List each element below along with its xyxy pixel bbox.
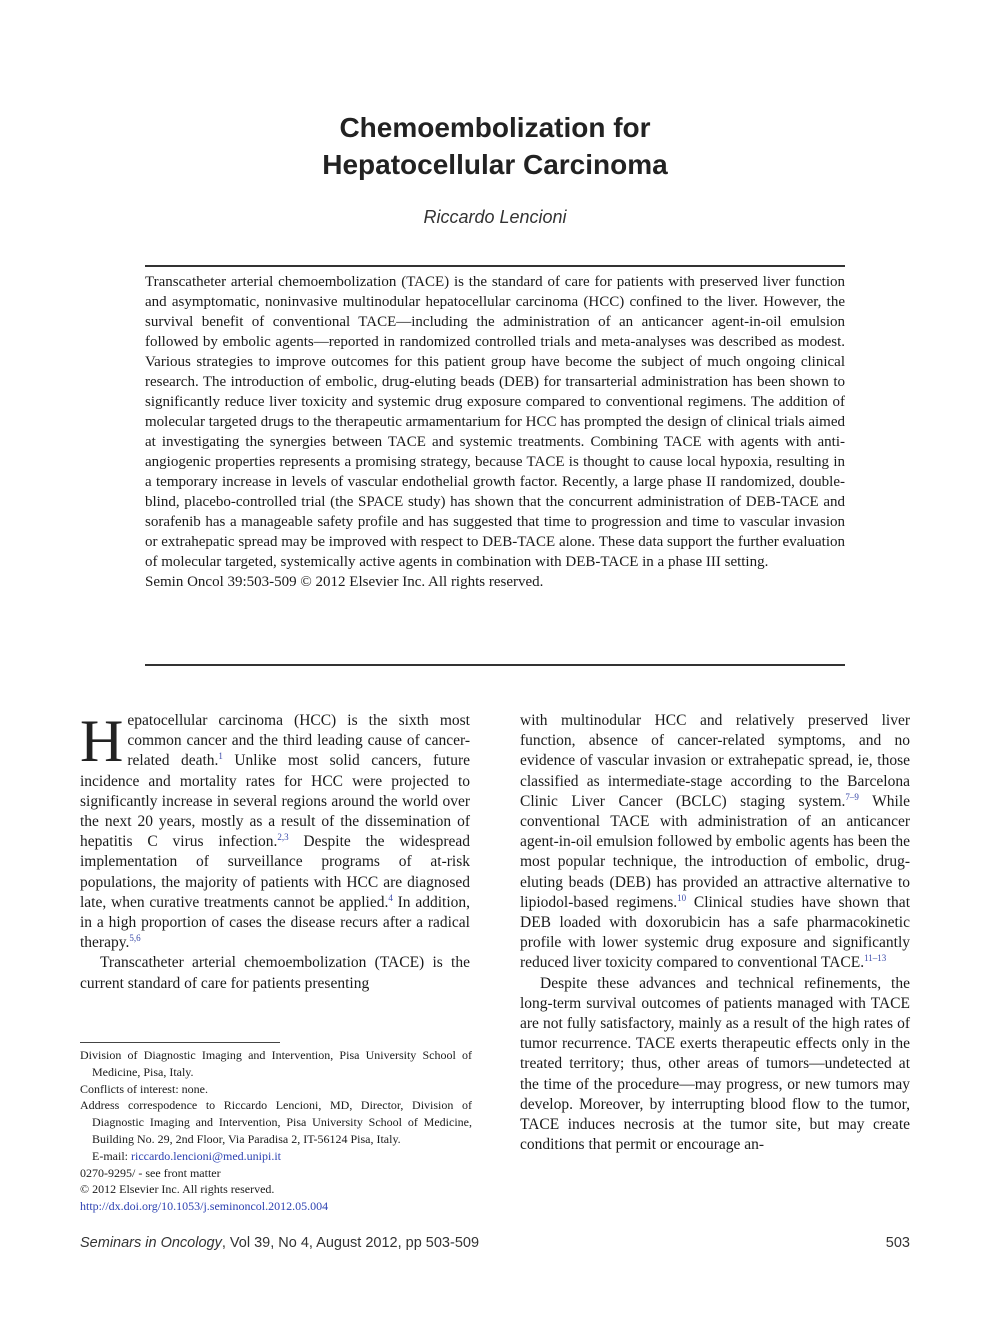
citation-link[interactable]: 2,3 [277,832,289,843]
doi-link[interactable]: http://dx.doi.org/10.1053/j.seminoncol.2012.05.004 [80,1199,329,1214]
text-run: Unlike most solid cancers, future incidence and mortality rates for HCC were projected to significantly increase in several regions around the world over the next 20 years, mostly as a result of the dissemination of hepatitis C virus infection. [80,752,470,851]
footnote-rule [80,1042,280,1043]
text-run: Clinical studies have shown that DEB loaded with doxorubicin has a safe pharmacokinetic profile with lower systemic drug exposure and significantly reduced liver toxicity compared to conventional TACE. [520,893,910,972]
abstract [145,272,845,592]
intro-paragraph [80,708,471,953]
text-run: with multinodular HCC and relatively preserved liver function, absence of cancer-related symptoms, and no evidence of vascular invasion or extrahepatic spread, ie, those classified as intermediate-stage according to the Barcelona Clinic Liver Cancer (BCLC) staging system. [520,712,910,810]
abstract-text: Transcatheter arterial chemoembolization (TACE) is the standard of care for patients with preserved liver function and asymptomatic, noninvasive multinodular hepatocellular carcinoma (HCC) confined to the liver. However, the survival benefit of conventional TACE—including the administration of an anticancer agent-in-oil emulsion followed by embolic agents—reported in randomized controlled trials and meta-analyses was described as modest. Various strategies to improve outcomes for this patient group have become the subject of much ongoing clinical research. The introduction of embolic, drug-eluting beads (DEB) for transarterial administration has been shown to significantly reduce liver toxicity and systemic drug exposure compared to conventional regimens. The addition of molecular targeted drugs to the therapeutic armamentarium for HCC has prompted the design of clinical trials aimed at investigating the synergies between TACE and systemic treatments. Combining TACE with agents with anti-angiogenic properties represents a promising strategy, because TACE is thought to cause local hypoxia, resulting in a temporary increase in levels of vascular endothelial growth factor. Recently, a large phase II randomized, double-blind, placebo-controlled trial (the SPACE study) has shown that the concurrent administration of DEB-TACE and sorafenib has a manageable safety profile and has suggested that time to progression and time to vascular invasion or extrahepatic spread may be improved with respect to DEB-TACE alone. These data support the further evaluation of molecular targeted, systemically active agents in combination with DEB-TACE in a phase III setting. [145,274,845,570]
journal-details: , Vol 39, No 4, August 2012, pp 503-509 [221,1235,480,1251]
abstract-bottom-rule [145,664,845,666]
drop-cap: H [80,708,124,774]
journal-name: Seminars in Oncology [80,1235,222,1251]
journal-footer [80,1235,479,1251]
citation-link[interactable]: 5,6 [129,933,141,944]
article-title [0,109,990,183]
right-column [520,711,910,1155]
text-run: In addition, in a high proportion of cases the disease recurs after a radical therapy. [80,893,471,952]
page-number: 503 [885,1235,910,1251]
conflicts-note: Conflicts of interest: none. [80,1081,208,1096]
abstract-top-rule [145,265,845,267]
footnotes [80,1047,472,1215]
title-line-1: Chemoembolization for [339,112,651,143]
text-run: epatocellular carcinoma (HCC) is the sixth most common cancer and the third leading cause of cancer-related death. [127,712,470,770]
text-run: While conventional TACE with administration of an anticancer agent-in-oil emulsion followed by embolic agents has been the most popular technique, the introduction of embolic, drug-eluting beads (DEB) has provided an attractive alternative to lipiodol-based regimens. [520,792,911,911]
citation-link[interactable]: 7–9 [845,791,859,802]
citation-link[interactable]: 11–13 [864,953,887,964]
body-paragraph [520,711,910,974]
copyright-note: © 2012 Elsevier Inc. All rights reserved. [80,1182,275,1197]
citation-link[interactable]: 10 [677,892,687,903]
email-link[interactable]: riccardo.lencioni@med.unipi.it [131,1148,282,1163]
citation-link[interactable]: 1 [218,751,223,762]
body-paragraph: Transcatheter arterial chemoembolization (TACE) is the current standard of care for patients presenting [80,954,470,992]
left-column [80,708,471,994]
citation-link[interactable]: 4 [388,892,393,903]
address-note: Address correspodence to Riccardo Lencioni, MD, Director, Division of Diagnostic Imaging and Intervention, Pisa University School of Medicine, Building No. 29, 2nd Floor, Via Paradisa 2, IT-56124 Pisa, Italy. [80,1098,472,1146]
title-line-2: Hepatocellular Carcinoma [322,149,668,180]
email-note [80,1148,472,1165]
affiliation-note: Division of Diagnostic Imaging and Intervention, Pisa University School of Medicine, Pisa, Italy. [80,1048,472,1079]
abstract-citation: Semin Oncol 39:503-509 © 2012 Elsevier Inc. All rights reserved. [145,574,544,590]
body-paragraph: Despite these advances and technical refinements, the long-term survival outcomes of patients managed with TACE are not fully satisfactory, mainly as a result of the high rates of tumor recurrence. TACE exerts therapeutic effects only in the treated territory; thus, other areas of tumors—undetected at the time of the procedure—may progress, or new tumors may develop. Moreover, by interrupting blood flow to the tumor, TACE induces necrosis at the tumor site, but may create conditions that permit or encourage an- [520,974,910,1154]
text-run: Despite the widespread implementation of surveillance programs of at-risk populations, the majority of patients with HCC are diagnosed late, when curative treatments cannot be applied. [80,833,470,911]
email-label: E-mail: [92,1148,131,1163]
issn-note: 0270-9295/ - see front matter [80,1165,221,1180]
author-name: Riccardo Lencioni [423,207,567,227]
